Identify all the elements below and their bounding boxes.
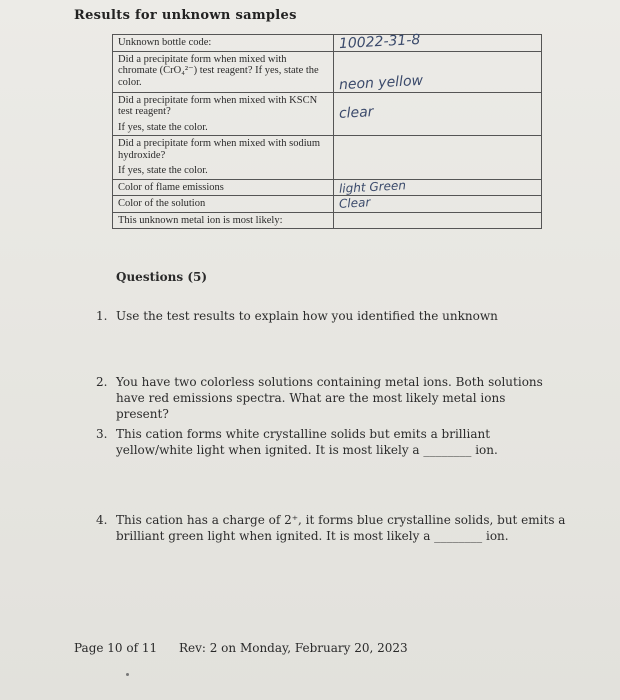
handwritten-answer: Clear — [338, 195, 371, 211]
table-row — [113, 196, 542, 213]
question-text: Use the test results to explain how you identified the unknown — [116, 309, 498, 323]
handwritten-answer: neon yellow — [338, 72, 424, 94]
row-question-text: Did a precipitate form when mixed with sodium hydroxide? — [118, 138, 321, 161]
questions-heading: Questions (5) — [116, 270, 208, 284]
handwritten-answer: clear — [338, 104, 374, 122]
question-item — [96, 308, 556, 324]
row-question: This unknown metal ion is most likely: — [113, 212, 334, 229]
row-question-sub: If yes, state the color. — [118, 165, 208, 176]
handwritten-answer: light Green — [338, 177, 407, 196]
row-question-text: Did a precipitate form when mixed with KSCN test reagent? — [118, 94, 318, 117]
table-row — [113, 92, 542, 136]
table-row — [113, 51, 542, 92]
row-question-sub: If yes, state the color. — [118, 121, 208, 133]
question-text: This cation forms white crystalline solids but emits a brilliant yellow/white light when ignited. It is most likely a ________ ion. — [116, 427, 498, 457]
question-number: 1. — [96, 309, 108, 323]
question-number: 3. — [96, 427, 108, 441]
row-answer[interactable] — [334, 179, 542, 196]
results-table — [112, 31, 542, 229]
row-answer[interactable] — [334, 196, 542, 213]
question-item — [96, 374, 556, 422]
row-question: Did a precipitate form when mixed with chromate (CrO₄²⁻) test reagent? If yes, state the color. — [113, 51, 334, 92]
handwritten-answer: 10022-31-8 — [338, 31, 421, 53]
row-answer[interactable] — [334, 92, 542, 136]
section-title: Results for unknown samples — [74, 8, 297, 23]
question-number: 2. — [96, 375, 108, 389]
question-text: You have two colorless solutions containing metal ions. Both solutions have red emissions spectra. What are the most likely metal ions present? — [116, 375, 543, 421]
row-answer[interactable] — [334, 212, 542, 229]
row-question — [113, 92, 334, 136]
row-question: Color of flame emissions — [113, 179, 334, 196]
revision-info: Rev: 2 on Monday, February 20, 2023 — [178, 641, 408, 655]
page-number: Page 10 of 11 — [74, 641, 158, 655]
question-item — [96, 426, 516, 458]
question-number: 4. — [96, 513, 108, 527]
table-row — [113, 136, 542, 180]
page-footer — [74, 641, 408, 655]
row-answer[interactable] — [334, 51, 542, 92]
row-question: Unknown bottle code: — [113, 35, 334, 52]
paper-speck — [126, 673, 129, 676]
question-text: This cation has a charge of 2⁺, it forms blue crystalline solids, but emits a brilliant green light when ignited. It is most likely a ________ ion. — [116, 513, 566, 543]
table-row — [113, 35, 542, 52]
table-row — [113, 179, 542, 196]
row-answer[interactable] — [334, 31, 542, 53]
row-question — [113, 136, 334, 180]
row-answer[interactable] — [334, 136, 542, 180]
question-item — [96, 512, 566, 544]
row-question: Color of the solution — [113, 196, 334, 213]
table-row — [113, 212, 542, 229]
